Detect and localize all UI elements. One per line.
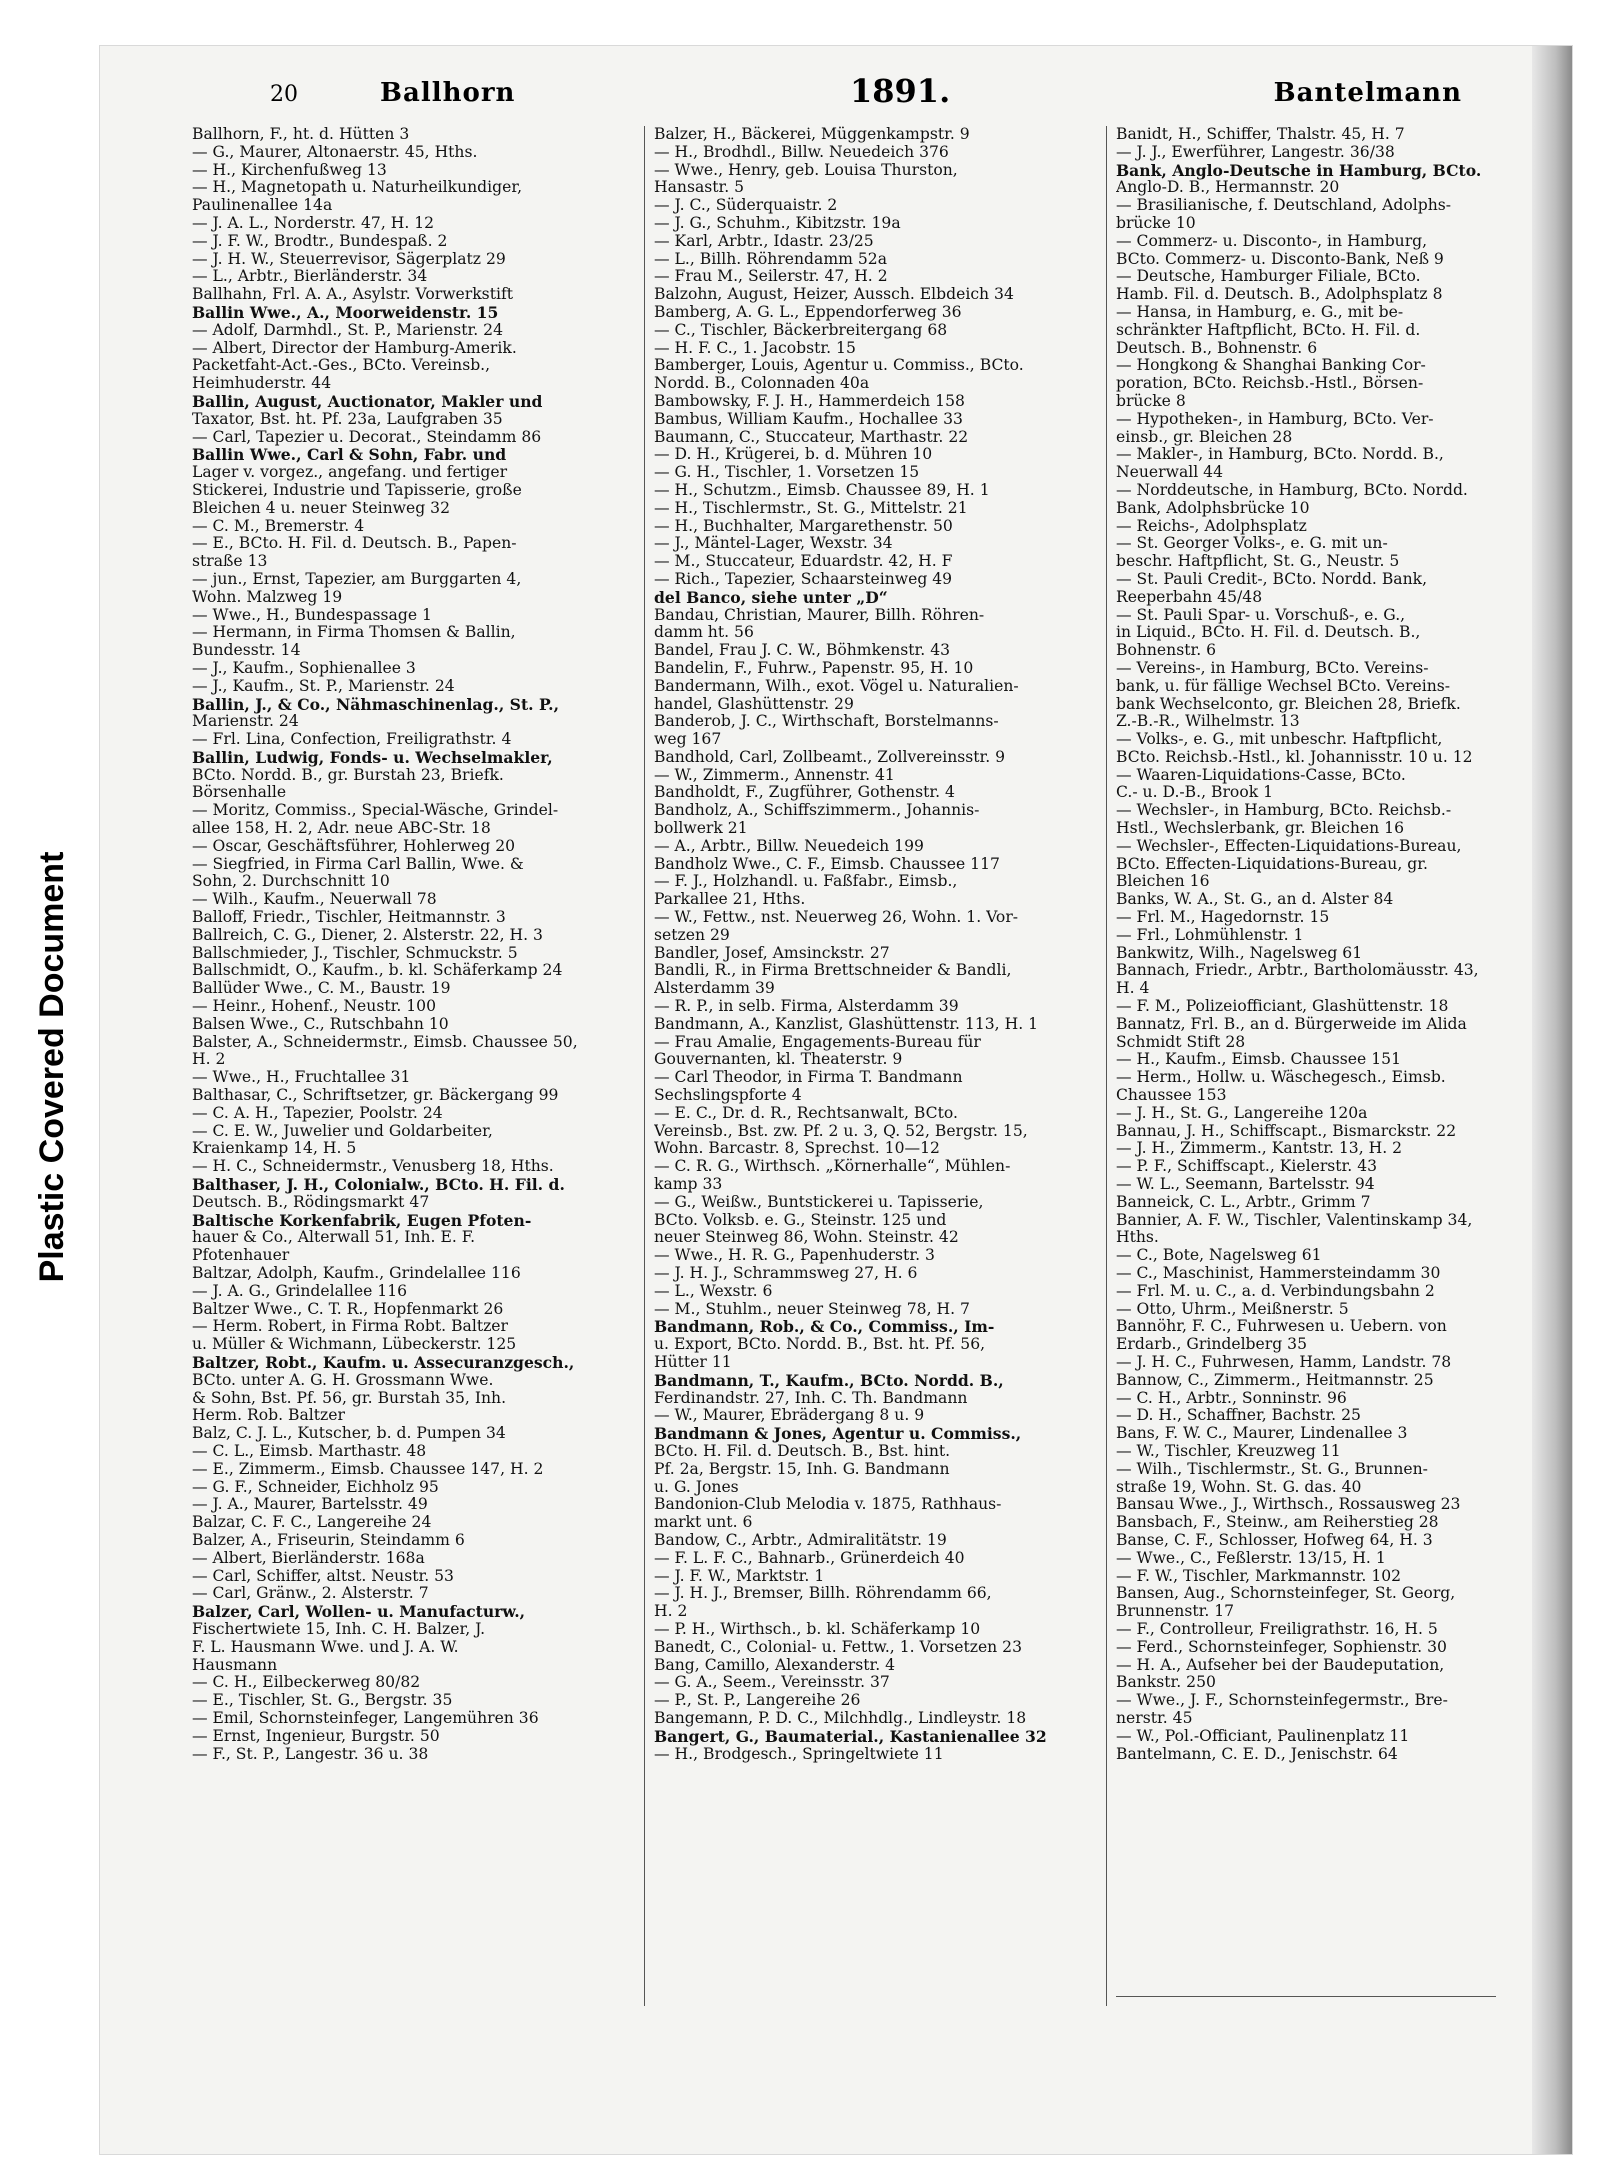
directory-entry: — St. Pauli Credit-, BCto. Nordd. Bank,	[1116, 569, 1428, 588]
directory-entry: — Carl, Gränw., 2. Alsterstr. 7	[192, 1584, 429, 1603]
directory-entry: Taxator, Bst. ht. Pf. 23a, Laufgraben 35	[192, 409, 503, 428]
directory-entry: Anglo-D. B., Hermannstr. 20	[1116, 178, 1340, 197]
directory-entry: — St. Georger Volks-, e. G. mit un-	[1116, 534, 1388, 553]
directory-entry: Bansbach, F., Steinw., am Reiherstieg 28	[1116, 1513, 1439, 1532]
side-label: Plastic Covered Document	[33, 851, 71, 1283]
directory-entry: Balthasar, C., Schriftsetzer, gr. Bäckergang 99	[192, 1086, 559, 1105]
directory-entry: Sechslingspforte 4	[654, 1086, 802, 1105]
directory-entry: — Oscar, Geschäftsführer, Hohlerweg 20	[192, 836, 516, 855]
directory-entry: — G. H., Tischler, 1. Vorsetzen 15	[654, 463, 920, 482]
directory-entry: Bandow, C., Arbtr., Admiralitätstr. 19	[654, 1530, 947, 1549]
directory-entry: — W., Fettw., nst. Neuerweg 26, Wohn. 1. Vor-	[654, 908, 1019, 927]
directory-entry: — Hongkong & Shanghai Banking Cor-	[1116, 356, 1426, 375]
directory-entry: Ballschmieder, J., Tischler, Schmuckstr. 5	[192, 943, 518, 962]
directory-entry: — Wilh., Tischlermstr., St. G., Brunnen-	[1116, 1459, 1428, 1478]
directory-entry: — J., Kaufm., St. P., Marienstr. 24	[192, 676, 455, 695]
directory-entry: Paulinenallee 14a	[192, 196, 333, 215]
directory-entry: — L., Billh. Röhrendamm 52a	[654, 249, 888, 268]
directory-entry: Ballhorn, F., ht. d. Hütten 3	[192, 126, 410, 143]
directory-entry: einsb., gr. Bleichen 28	[1116, 427, 1293, 446]
directory-entry: — C. M., Bremerstr. 4	[192, 516, 365, 535]
directory-entry: — Frl. M., Hagedornstr. 15	[1116, 908, 1330, 927]
directory-entry: — Hermann, in Firma Thomsen & Ballin,	[192, 623, 516, 642]
directory-entry: Hansastr. 5	[654, 178, 745, 197]
directory-entry: u. G. Jones	[654, 1477, 739, 1496]
directory-entry: Neuerwall 44	[1116, 463, 1224, 482]
directory-entry: — H. A., Aufseher bei der Baudeputation,	[1116, 1655, 1445, 1674]
directory-entry: — J. A. L., Norderstr. 47, H. 12	[192, 213, 435, 232]
directory-entry: Bohnenstr. 6	[1116, 641, 1217, 660]
directory-entry: Reeperbahn 45/48	[1116, 587, 1263, 606]
directory-entry: Balz, C. J. L., Kutscher, b. d. Pumpen 34	[192, 1424, 506, 1443]
directory-entry: bollwerk 21	[654, 819, 748, 838]
directory-entry: Balsen Wwe., C., Rutschbahn 10	[192, 1014, 449, 1033]
directory-entry: Lager v. vorgez., angefang. und fertiger	[192, 463, 508, 482]
directory-entry: Bannöhr, F. C., Fuhrwesen u. Uebern. von	[1116, 1317, 1447, 1336]
directory-entry: — Frau M., Seilerstr. 47, H. 2	[654, 267, 888, 286]
directory-entry: nerstr. 45	[1116, 1708, 1193, 1727]
directory-entry: — M., Stuccateur, Eduardstr. 42, H. F	[654, 552, 953, 571]
directory-entry: — C., Tischler, Bäckerbreitergang 68	[654, 320, 948, 339]
directory-entry: — Herm., Hollw. u. Wäschegesch., Eimsb.	[1116, 1068, 1446, 1087]
directory-entry: Pfotenhauer	[192, 1246, 290, 1265]
directory-entry: Bandel, Frau J. C. W., Böhmkenstr. 43	[654, 641, 951, 660]
directory-entry: — Ernst, Ingenieur, Burgstr. 50	[192, 1726, 440, 1745]
directory-entry: — H., Brodhdl., Billw. Neuedeich 376	[654, 142, 949, 161]
directory-entry: Bamberger, Louis, Agentur u. Commiss., BCto.	[654, 356, 1024, 375]
directory-entry: Balzer, Carl, Wollen- u. Manufacturw.,	[192, 1602, 526, 1622]
directory-entry: — W. L., Seemann, Bartelsstr. 94	[1116, 1175, 1375, 1194]
directory-entry: — Heinr., Hohenf., Neustr. 100	[192, 997, 437, 1016]
directory-entry: Ballin, J., & Co., Nähmaschinenlag., St. P.,	[192, 694, 560, 714]
directory-entry: weg 167	[654, 730, 722, 749]
directory-entry: Bansau Wwe., J., Wirthsch., Rossausweg 23	[1116, 1495, 1461, 1514]
directory-entry: Alsterdamm 39	[654, 979, 775, 998]
directory-entry: F. L. Hausmann Wwe. und J. A. W.	[192, 1637, 459, 1656]
directory-entry: Bandler, Josef, Amsinckstr. 27	[654, 943, 890, 962]
directory-entry: — Frl., Lohmühlenstr. 1	[1116, 925, 1304, 944]
directory-entry: Bambus, William Kaufm., Hochallee 33	[654, 409, 963, 428]
directory-entry: — G. A., Seem., Vereinsstr. 37	[654, 1673, 890, 1692]
directory-entry: — C. L., Eimsb. Marthastr. 48	[192, 1441, 427, 1460]
directory-entry: Balzar, C. F. C., Langereihe 24	[192, 1513, 432, 1532]
directory-entry: Hütter 11	[654, 1352, 732, 1371]
directory-entry: — H. F. C., 1. Jacobstr. 15	[654, 338, 856, 357]
directory-entry: — Herm. Robert, in Firma Robt. Baltzer	[192, 1317, 508, 1336]
directory-entry: — H., Brodgesch., Springeltwiete 11	[654, 1744, 944, 1763]
directory-entry: Nordd. B., Colonnaden 40a	[654, 374, 870, 393]
directory-entry: — J. H. J., Schrammsweg 27, H. 6	[654, 1264, 918, 1282]
directory-entry: — E., Zimmerm., Eimsb. Chaussee 147, H. 2	[192, 1459, 544, 1478]
directory-entry: — C. A. H., Tapezier, Poolstr. 24	[192, 1103, 443, 1122]
directory-entry: BCto. H. Fil. d. Deutsch. B., Bst. hint.	[654, 1441, 951, 1460]
scanned-page	[100, 46, 1572, 2154]
directory-entry: straße 13	[192, 552, 268, 571]
directory-entry: Heimhuderstr. 44	[192, 374, 332, 393]
directory-entry: Baumann, C., Stuccateur, Marthastr. 22	[654, 427, 969, 446]
directory-entry: — Albert, Director der Hamburg-Amerik.	[192, 338, 517, 357]
directory-entry: Bandli, R., in Firma Brettschneider & Bandli,	[654, 961, 1012, 980]
directory-entry: bank, u. für fällige Wechsel BCto. Vereins-	[1116, 676, 1451, 695]
directory-entry: Bandholz Wwe., C. F., Eimsb. Chaussee 117	[654, 854, 1000, 873]
directory-entry: Bandholdt, F., Zugführer, Gothenstr. 4	[654, 783, 955, 802]
directory-entry: — Reichs-, Adolphsplatz	[1116, 516, 1307, 535]
directory-entry: Hstl., Wechslerbank, gr. Bleichen 16	[1116, 819, 1404, 838]
directory-entry: BCto. Reichsb.-Hstl., kl. Johannisstr. 10 u. 12	[1116, 747, 1473, 766]
directory-entry: Banks, W. A., St. G., an d. Alster 84	[1116, 890, 1394, 909]
directory-entry: — H., Schutzm., Eimsb. Chaussee 89, H. 1	[654, 480, 990, 499]
directory-entry: Bleichen 16	[1116, 872, 1210, 891]
directory-entry: Bandonion-Club Melodia v. 1875, Rathhaus-	[654, 1495, 1002, 1514]
directory-entry: — J. F. W., Marktstr. 1	[654, 1566, 825, 1585]
directory-entry: — G. F., Schneider, Eichholz 95	[192, 1477, 439, 1496]
directory-entry: — Volks-, e. G., mit unbeschr. Haftpflicht,	[1116, 730, 1443, 749]
directory-entry: Bank, Adolphsbrücke 10	[1116, 498, 1310, 517]
directory-entry: — Makler-, in Hamburg, BCto. Nordd. B.,	[1116, 445, 1444, 464]
directory-entry: Balster, A., Schneidermstr., Eimsb. Chaussee 50,	[192, 1032, 578, 1051]
directory-entry: Herm. Rob. Baltzer	[192, 1406, 345, 1425]
directory-entry: Bannatz, Frl. B., an d. Bürgerweide im Alida	[1116, 1014, 1467, 1033]
directory-entry: Bannau, J. H., Schiffscapt., Bismarckstr. 22	[1116, 1121, 1457, 1140]
directory-entry: Baltische Korkenfabrik, Eugen Pfoten-	[192, 1210, 532, 1230]
directory-entry: — Deutsche, Hamburger Filiale, BCto.	[1116, 267, 1421, 286]
directory-entry: — Ferd., Schornsteinfeger, Sophienstr. 30	[1116, 1637, 1447, 1656]
directory-entry: — Wechsler-, in Hamburg, BCto. Reichsb.-	[1116, 801, 1452, 820]
directory-entry: — M., Stuhlm., neuer Steinweg 78, H. 7	[654, 1299, 970, 1318]
directory-entry: Brunnenstr. 17	[1116, 1602, 1235, 1621]
directory-entry: Banse, C. F., Schlosser, Hofweg 64, H. 3	[1116, 1530, 1433, 1549]
directory-entry: Bankwitz, Wilh., Nagelsweg 61	[1116, 943, 1363, 962]
directory-entry: Balzer, A., Friseurin, Steindamm 6	[192, 1530, 465, 1549]
directory-entry: allee 158, H. 2, Adr. neue ABC-Str. 18	[192, 819, 491, 838]
directory-column-2	[654, 126, 1084, 2006]
directory-entry: — P., St. P., Langereihe 26	[654, 1691, 861, 1710]
directory-entry: — Wwe., Henry, geb. Louisa Thurston,	[654, 160, 958, 179]
directory-entry: Bankstr. 250	[1116, 1673, 1216, 1692]
directory-entry: — Frl. Lina, Confection, Freiligrathstr. 4	[192, 730, 512, 749]
directory-entry: — E. C., Dr. d. R., Rechtsanwalt, BCto.	[654, 1103, 958, 1122]
directory-entry: del Banco, siehe unter „D“	[654, 587, 888, 607]
directory-entry: Bandmann, Rob., & Co., Commiss., Im-	[654, 1317, 995, 1337]
directory-entry: — W., Tischler, Kreuzweg 11	[1116, 1441, 1341, 1460]
directory-entry: Bandmann & Jones, Agentur u. Commiss.,	[654, 1424, 1022, 1444]
directory-entry: — H., Buchhalter, Margarethenstr. 50	[654, 516, 953, 535]
directory-entry: — Wwe., H., Fruchtallee 31	[192, 1068, 411, 1087]
directory-entry: — H., Tischlermstr., St. G., Mittelstr. 21	[654, 498, 968, 517]
directory-entry: — H., Kaufm., Eimsb. Chaussee 151	[1116, 1050, 1401, 1069]
directory-entry: Bundesstr. 14	[192, 641, 301, 660]
directory-entry: — W., Zimmerm., Annenstr. 41	[654, 765, 895, 784]
directory-entry: Packetfaht-Act.-Ges., BCto. Vereinsb.,	[192, 356, 491, 375]
directory-entry: Ferdinandstr. 27, Inh. C. Th. Bandmann	[654, 1388, 968, 1407]
directory-entry: — Otto, Uhrm., Meißnerstr. 5	[1116, 1299, 1349, 1318]
directory-entry: — E., BCto. H. Fil. d. Deutsch. B., Papen-	[192, 534, 517, 553]
directory-entry: Baltzar, Adolph, Kaufm., Grindelallee 116	[192, 1264, 521, 1282]
directory-column-3	[1116, 126, 1546, 2006]
directory-entry: Chaussee 153	[1116, 1086, 1227, 1105]
directory-entry: Balloff, Friedr., Tischler, Heitmannstr. 3	[192, 908, 506, 927]
directory-entry: BCto. unter A. G. H. Grossmann Wwe.	[192, 1370, 494, 1389]
left-heading: Ballhorn	[380, 78, 516, 108]
directory-entry: & Sohn, Bst. Pf. 56, gr. Burstah 35, Inh.	[192, 1388, 507, 1407]
directory-entry: Bannow, C., Zimmerm., Heitmannstr. 25	[1116, 1370, 1434, 1389]
directory-entry: — F., St. P., Langestr. 36 u. 38	[192, 1744, 429, 1763]
directory-entry: brücke 8	[1116, 391, 1186, 410]
directory-entry: — jun., Ernst, Tapezier, am Burggarten 4,	[192, 569, 522, 588]
directory-entry: — J. A., Maurer, Bartelsstr. 49	[192, 1495, 428, 1514]
directory-entry: — H., Kirchenfußweg 13	[192, 160, 387, 179]
directory-entry: Banderob, J. C., Wirthschaft, Borstelmanns-	[654, 712, 999, 731]
directory-entry: — C., Maschinist, Hammersteindamm 30	[1116, 1264, 1441, 1282]
directory-entry: Deutsch. B., Rödingsmarkt 47	[192, 1192, 430, 1211]
directory-entry: Banidt, H., Schiffer, Thalstr. 45, H. 7	[1116, 126, 1405, 143]
directory-entry: — Adolf, Darmhdl., St. P., Marienstr. 24	[192, 320, 504, 339]
directory-entry: — L., Wexstr. 6	[654, 1281, 773, 1300]
directory-entry: Ballhahn, Frl. A. A., Asylstr. Vorwerkstift	[192, 285, 513, 304]
directory-entry: Bangert, G., Baumaterial., Kastanienallee 32	[654, 1726, 1047, 1746]
directory-entry: Bambowsky, F. J. H., Hammerdeich 158	[654, 391, 965, 410]
directory-entry: — J. F. W., Brodtr., Bundespaß. 2	[192, 231, 448, 250]
directory-entry: — Wilh., Kaufm., Neuerwall 78	[192, 890, 437, 909]
directory-entry: — Hansa, in Hamburg, e. G., mit be-	[1116, 302, 1404, 321]
directory-entry: Bandermann, Wilh., exot. Vögel u. Naturalien-	[654, 676, 1019, 695]
directory-entry: Deutsch. B., Bohnenstr. 6	[1116, 338, 1318, 357]
directory-entry: — G., Weißw., Buntstickerei u. Tapisserie,	[654, 1192, 984, 1211]
directory-entry: — Siegfried, in Firma Carl Ballin, Wwe. &	[192, 854, 524, 873]
directory-entry: — C. R. G., Wirthsch. „Körnerhalle“, Mühlen-	[654, 1157, 1011, 1176]
directory-entry: Hausmann	[192, 1655, 278, 1674]
column-divider	[644, 126, 645, 2006]
directory-entry: — Emil, Schornsteinfeger, Langemühren 36	[192, 1708, 539, 1727]
directory-entry: — Karl, Arbtr., Idastr. 23/25	[654, 231, 874, 250]
directory-entry: Bandau, Christian, Maurer, Billh. Röhren-	[654, 605, 985, 624]
directory-entry: — Wwe., J. F., Schornsteinfegermstr., Bre-	[1116, 1691, 1448, 1710]
directory-entry: C.- u. D.-B., Brook 1	[1116, 783, 1274, 802]
directory-entry: — H. C., Schneidermstr., Venusberg 18, Hths.	[192, 1157, 554, 1176]
directory-entry: — A., Arbtr., Billw. Neuedeich 199	[654, 836, 924, 855]
directory-entry: — St. Pauli Spar- u. Vorschuß-, e. G.,	[1116, 605, 1406, 624]
directory-entry: Schmidt Stift 28	[1116, 1032, 1246, 1051]
directory-entry: — C. H., Eilbeckerweg 80/82	[192, 1673, 421, 1692]
directory-columns	[100, 126, 1482, 2154]
directory-entry: kamp 33	[654, 1175, 723, 1194]
directory-entry: handel, Glashüttenstr. 29	[654, 694, 854, 713]
directory-entry: Marienstr. 24	[192, 712, 299, 731]
directory-entry: — P. F., Schiffscapt., Kielerstr. 43	[1116, 1157, 1378, 1176]
directory-entry: Balzer, H., Bäckerei, Müggenkampstr. 9	[654, 126, 970, 143]
directory-entry: — J. H. J., Bremser, Billh. Röhrendamm 66,	[654, 1584, 992, 1603]
directory-entry: Ballin, August, Auctionator, Makler und	[192, 391, 543, 411]
directory-entry: damm ht. 56	[654, 623, 754, 642]
directory-entry: poration, BCto. Reichsb.-Hstl., Börsen-	[1116, 374, 1424, 393]
year-heading: 1891.	[850, 72, 951, 110]
directory-entry: — W., Maurer, Ebrädergang 8 u. 9	[654, 1406, 925, 1425]
directory-entry: — J. A. G., Grindelallee 116	[192, 1281, 408, 1300]
directory-entry: BCto. Volksb. e. G., Steinstr. 125 und	[654, 1210, 947, 1229]
directory-entry: Bandmann, A., Kanzlist, Glashüttenstr. 113, H. 1	[654, 1014, 1039, 1033]
directory-entry: — H., Magnetopath u. Naturheilkundiger,	[192, 178, 523, 197]
directory-entry: — G., Maurer, Altonaerstr. 45, Hths.	[192, 142, 478, 161]
directory-entry: — J. J., Ewerführer, Langestr. 36/38	[1116, 142, 1395, 161]
directory-entry: — Wwe., H. R. G., Papenhuderstr. 3	[654, 1246, 935, 1265]
directory-entry: — R. P., in selb. Firma, Alsterdamm 39	[654, 997, 959, 1016]
directory-entry: — D. H., Schaffner, Bachstr. 25	[1116, 1406, 1361, 1425]
directory-entry: — F., Controlleur, Freiligrathstr. 16, H. 5	[1116, 1619, 1438, 1638]
directory-entry: Bannier, A. F. W., Tischler, Valentinskamp 34,	[1116, 1210, 1473, 1229]
page-number: 20	[270, 82, 298, 107]
directory-entry: — Wwe., H., Bundespassage 1	[192, 605, 432, 624]
directory-entry: — J., Mäntel-Lager, Wexstr. 34	[654, 534, 893, 553]
directory-entry: setzen 29	[654, 925, 730, 944]
directory-entry: — P. H., Wirthsch., b. kl. Schäferkamp 10	[654, 1619, 981, 1638]
directory-entry: Baltzer Wwe., C. T. R., Hopfenmarkt 26	[192, 1299, 504, 1318]
directory-entry: Parkallee 21, Hths.	[654, 890, 806, 909]
directory-entry: Fischertwiete 15, Inh. C. H. Balzer, J.	[192, 1619, 486, 1638]
directory-entry: — F. J., Holzhandl. u. Faßfabr., Eimsb.,	[654, 872, 958, 891]
directory-entry: — Frau Amalie, Engagements-Bureau für	[654, 1032, 981, 1051]
directory-entry: Bandholz, A., Schiffszimmerm., Johannis-	[654, 801, 980, 820]
directory-entry: Stickerei, Industrie und Tapisserie, große	[192, 480, 522, 499]
directory-entry: — F. W., Tischler, Markmannstr. 102	[1116, 1566, 1402, 1585]
directory-entry: Hths.	[1116, 1228, 1159, 1247]
page-header	[270, 66, 1502, 126]
directory-entry: Ballin, Ludwig, Fonds- u. Wechselmakler,	[192, 747, 553, 767]
directory-entry: Hamb. Fil. d. Deutsch. B., Adolphsplatz 8	[1116, 285, 1443, 304]
directory-entry: — C., Bote, Nagelsweg 61	[1116, 1246, 1322, 1265]
directory-entry: Bangemann, P. D. C., Milchhdlg., Lindleystr. 18	[654, 1708, 1027, 1727]
directory-entry: H. 4	[1116, 979, 1150, 998]
directory-entry: Vereinsb., Bst. zw. Pf. 2 u. 3, Q. 52, Bergstr. 15,	[654, 1121, 1028, 1140]
directory-entry: Sohn, 2. Durchschnitt 10	[192, 872, 390, 891]
directory-column-1	[192, 126, 622, 2006]
directory-entry: Bandmann, T., Kaufm., BCto. Nordd. B.,	[654, 1370, 1004, 1390]
directory-entry: Ballschmidt, O., Kaufm., b. kl. Schäferkamp 24	[192, 961, 563, 980]
directory-entry: Banneick, C. L., Arbtr., Grimm 7	[1116, 1192, 1371, 1211]
directory-entry: Bandelin, F., Fuhrw., Papenstr. 95, H. 10	[654, 658, 974, 677]
directory-entry: u. Export, BCto. Nordd. B., Bst. ht. Pf. 56,	[654, 1335, 986, 1354]
directory-entry: Kraienkamp 14, H. 5	[192, 1139, 357, 1158]
directory-entry: — C. H., Arbtr., Sonninstr. 96	[1116, 1388, 1347, 1407]
directory-entry: Bandhold, Carl, Zollbeamt., Zollvereinsstr. 9	[654, 747, 1006, 766]
directory-entry: — Rich., Tapezier, Schaarsteinweg 49	[654, 569, 953, 588]
directory-entry: — Carl, Tapezier u. Decorat., Steindamm 86	[192, 427, 542, 446]
directory-entry: — F. L. F. C., Bahnarb., Grünerdeich 40	[654, 1548, 965, 1567]
directory-entry: bank Wechselconto, gr. Bleichen 28, Briefk.	[1116, 694, 1461, 713]
directory-entry: Z.-B.-R., Wilhelmstr. 13	[1116, 712, 1300, 731]
directory-entry: — J. H., Zimmerm., Kantstr. 13, H. 2	[1116, 1139, 1403, 1158]
directory-entry: — J. G., Schuhm., Kibitzstr. 19a	[654, 213, 901, 232]
directory-entry: — Albert, Bierländerstr. 168a	[192, 1548, 425, 1567]
column-divider	[1106, 126, 1107, 2006]
directory-entry: — Wechsler-, Effecten-Liquidations-Bureau,	[1116, 836, 1462, 855]
directory-entry: Banedt, C., Colonial- u. Fettw., 1. Vorsetzen 23	[654, 1637, 1023, 1656]
directory-entry: u. Müller & Wichmann, Lübeckerstr. 125	[192, 1335, 517, 1354]
directory-entry: schränkter Haftpflicht, BCto. H. Fil. d.	[1116, 320, 1421, 339]
directory-entry: — Hypotheken-, in Hamburg, BCto. Ver-	[1116, 409, 1434, 428]
directory-entry: — Norddeutsche, in Hamburg, BCto. Nordd.	[1116, 480, 1468, 499]
directory-entry: hauer & Co., Alterwall 51, Inh. E. F.	[192, 1228, 476, 1247]
directory-entry: — Vereins-, in Hamburg, BCto. Vereins-	[1116, 658, 1429, 677]
directory-entry: — Wwe., C., Feßlerstr. 13/15, H. 1	[1116, 1548, 1386, 1567]
directory-entry: Bamberg, A. G. L., Eppendorferweg 36	[654, 302, 962, 321]
directory-entry: straße 19, Wohn. St. G. das. 40	[1116, 1477, 1362, 1496]
directory-entry: BCto. Commerz- u. Disconto-Bank, Neß 9	[1116, 249, 1444, 268]
directory-entry: Gouvernanten, kl. Theaterstr. 9	[654, 1050, 903, 1069]
directory-entry: — L., Arbtr., Bierländerstr. 34	[192, 267, 428, 286]
directory-entry: neuer Steinweg 86, Wohn. Steinstr. 42	[654, 1228, 959, 1247]
directory-entry: — F. M., Polizeiofficiant, Glashüttenstr. 18	[1116, 997, 1449, 1016]
directory-entry: Ballin Wwe., A., Moorweidenstr. 15	[192, 302, 499, 322]
directory-entry: Balthaser, J. H., Colonialw., BCto. H. Fil. d.	[192, 1175, 565, 1195]
directory-entry: Pf. 2a, Bergstr. 15, Inh. G. Bandmann	[654, 1459, 950, 1478]
directory-entry: — Carl Theodor, in Firma T. Bandmann	[654, 1068, 963, 1087]
directory-entry: Balzohn, August, Heizer, Aussch. Elbdeich 34	[654, 285, 1014, 304]
directory-entry: — Brasilianische, f. Deutschland, Adolphs-	[1116, 196, 1452, 215]
directory-entry: — Commerz- u. Disconto-, in Hamburg,	[1116, 231, 1428, 250]
directory-entry: — W., Pol.-Officiant, Paulinenplatz 11	[1116, 1726, 1410, 1745]
directory-entry: — C. E. W., Juwelier und Goldarbeiter,	[192, 1121, 493, 1140]
directory-entry: — Waaren-Liquidations-Casse, BCto.	[1116, 765, 1406, 784]
directory-entry: H. 2	[192, 1050, 226, 1069]
directory-entry: — J. H. C., Fuhrwesen, Hamm, Landstr. 78	[1116, 1352, 1452, 1371]
end-rule	[1116, 1996, 1496, 1997]
directory-entry: — J. H. W., Steuerrevisor, Sägerplatz 29	[192, 249, 506, 268]
directory-entry: Wohn. Malzweg 19	[192, 587, 343, 606]
directory-entry: Ballin Wwe., Carl & Sohn, Fabr. und	[192, 445, 507, 465]
directory-entry: Wohn. Barcastr. 8, Sprechst. 10—12	[654, 1139, 940, 1158]
directory-entry: Ballreich, C. G., Diener, 2. Alsterstr. 22, H. 3	[192, 925, 543, 944]
directory-entry: — J., Kaufm., Sophienallee 3	[192, 658, 416, 677]
directory-entry: markt unt. 6	[654, 1513, 753, 1532]
directory-entry: Bans, F. W. C., Maurer, Lindenallee 3	[1116, 1424, 1408, 1443]
directory-entry: Ballüder Wwe., C. M., Baustr. 19	[192, 979, 451, 998]
directory-entry: Bang, Camillo, Alexanderstr. 4	[654, 1655, 896, 1674]
directory-entry: — J. C., Süderquaistr. 2	[654, 196, 838, 215]
directory-entry: Börsenhalle	[192, 783, 287, 802]
directory-entry: Baltzer, Robt., Kaufm. u. Assecuranzgesch.,	[192, 1352, 575, 1372]
right-heading: Bantelmann	[1273, 78, 1462, 108]
directory-entry: Erdarb., Grindelberg 35	[1116, 1335, 1308, 1354]
directory-entry: in Liquid., BCto. H. Fil. d. Deutsch. B.,	[1116, 623, 1421, 642]
directory-entry: — E., Tischler, St. G., Bergstr. 35	[192, 1691, 453, 1710]
directory-entry: BCto. Nordd. B., gr. Burstah 23, Briefk.	[192, 765, 504, 784]
directory-entry: Bannach, Friedr., Arbtr., Bartholomäusstr. 43,	[1116, 961, 1479, 980]
directory-entry: H. 2	[654, 1602, 688, 1621]
directory-entry: brücke 10	[1116, 213, 1196, 232]
directory-entry: Bank, Anglo-Deutsche in Hamburg, BCto.	[1116, 160, 1482, 180]
directory-entry: — D. H., Krügerei, b. d. Mühren 10	[654, 445, 933, 464]
directory-entry: — Moritz, Commiss., Special-Wäsche, Grindel-	[192, 801, 559, 820]
directory-entry: — J. H., St. G., Langereihe 120a	[1116, 1103, 1368, 1122]
directory-entry: — Frl. M. u. C., a. d. Verbindungsbahn 2	[1116, 1281, 1435, 1300]
directory-entry: Bleichen 4 u. neuer Steinweg 32	[192, 498, 451, 517]
directory-entry: Bantelmann, C. E. D., Jenischstr. 64	[1116, 1744, 1398, 1763]
directory-entry: — Carl, Schiffer, altst. Neustr. 53	[192, 1566, 454, 1585]
directory-entry: BCto. Effecten-Liquidations-Bureau, gr.	[1116, 854, 1428, 873]
directory-entry: beschr. Haftpflicht, St. G., Neustr. 5	[1116, 552, 1400, 571]
directory-entry: Bansen, Aug., Schornsteinfeger, St. Georg,	[1116, 1584, 1456, 1603]
